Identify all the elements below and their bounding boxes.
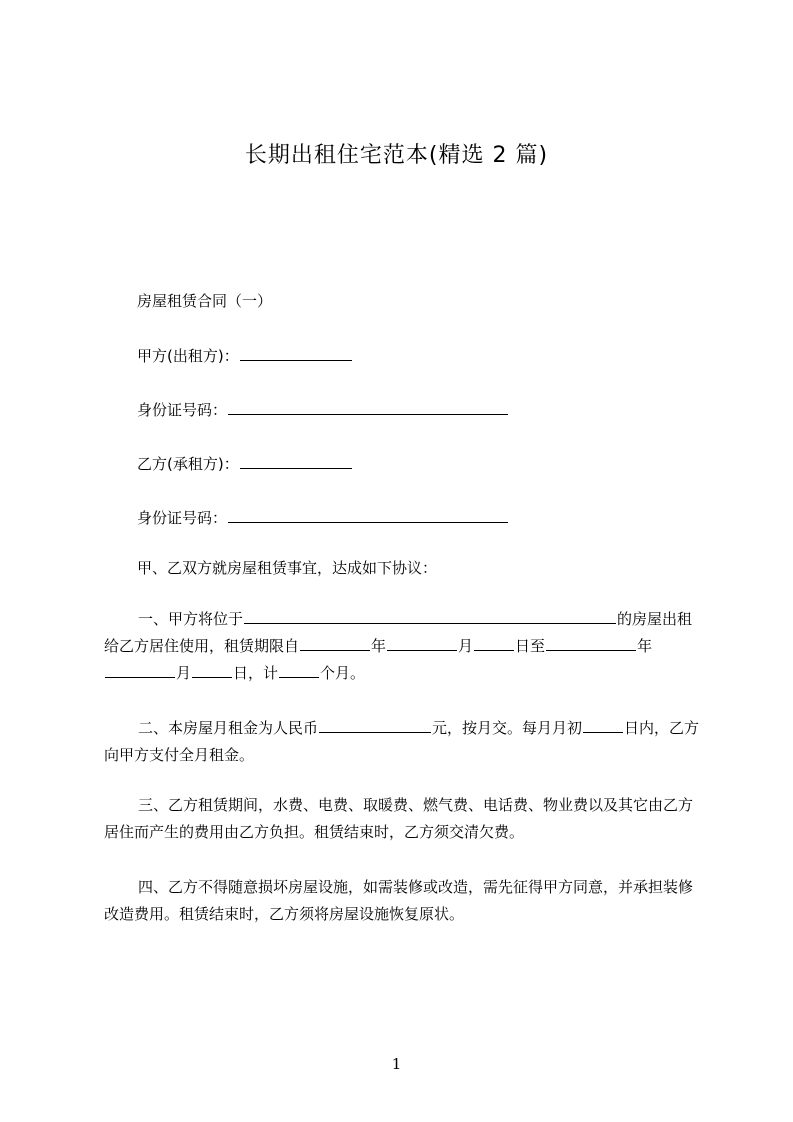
- rent-amount-blank[interactable]: [319, 717, 431, 733]
- party-a-blank[interactable]: [240, 345, 352, 361]
- intro-text: 甲、乙双方就房屋租赁事宜，达成如下协议：: [137, 559, 438, 577]
- end-year-blank[interactable]: [546, 635, 636, 651]
- clause-1-text: 日至: [515, 637, 546, 655]
- clause-2-text: 二、本房屋月租金为人民币: [138, 719, 319, 737]
- party-a-id-blank[interactable]: [228, 399, 508, 415]
- payment-day-blank[interactable]: [583, 717, 623, 733]
- clause-2: [104, 715, 704, 769]
- clause-2-text: 日内，乙方向甲方支付全月租金。: [104, 719, 700, 764]
- clause-1-text: 年: [637, 637, 653, 655]
- start-day-blank[interactable]: [474, 635, 514, 651]
- party-b-label: 乙方(承租方)：: [137, 455, 239, 473]
- address-blank[interactable]: [244, 608, 616, 624]
- clause-1: [104, 606, 704, 687]
- clause-2-text: 元，按月交。每月月初: [432, 719, 583, 737]
- start-month-blank[interactable]: [387, 635, 457, 651]
- page-number: 1: [391, 1055, 402, 1073]
- party-a-line: [137, 345, 353, 366]
- party-b-line: [137, 453, 353, 474]
- party-a-label: 甲方(出租方)：: [137, 347, 239, 365]
- clause-1-text: 一、甲方将位于: [138, 610, 244, 628]
- clause-1-text: 月: [176, 664, 192, 682]
- end-day-blank[interactable]: [192, 662, 232, 678]
- months-blank[interactable]: [279, 662, 319, 678]
- clause-1-text: 月: [458, 637, 474, 655]
- party-b-id-line: [137, 507, 509, 528]
- clause-1-text: 年: [371, 637, 387, 655]
- clause-3: 三、乙方租赁期间，水费、电费、取暖费、燃气费、电话费、物业费以及其它由乙方居住而产生的费用由乙方负担。租赁结束时，乙方须交清欠费。: [104, 796, 694, 841]
- contract-heading: 房屋租赁合同（一）: [137, 292, 273, 310]
- clause-1-text: 日，计: [233, 664, 279, 682]
- party-b-id-blank[interactable]: [228, 507, 508, 523]
- party-b-blank[interactable]: [240, 453, 352, 469]
- start-year-blank[interactable]: [300, 635, 370, 651]
- document-title: 长期出租住宅范本(精选 2 篇): [244, 143, 549, 168]
- clause-1-text: 的房屋出租给乙方居住使用，租赁期限自: [104, 610, 693, 655]
- id-label-a: 身份证号码：: [137, 401, 228, 419]
- clause-4: 四、乙方不得随意损坏房屋设施，如需装修或改造，需先征得甲方同意，并承担装修改造费用。租赁结束时，乙方须将房屋设施恢复原状。: [104, 878, 694, 923]
- id-label-b: 身份证号码：: [137, 509, 228, 527]
- clause-1-text: 个月。: [320, 664, 366, 682]
- end-month-blank[interactable]: [105, 662, 175, 678]
- party-a-id-line: [137, 399, 509, 420]
